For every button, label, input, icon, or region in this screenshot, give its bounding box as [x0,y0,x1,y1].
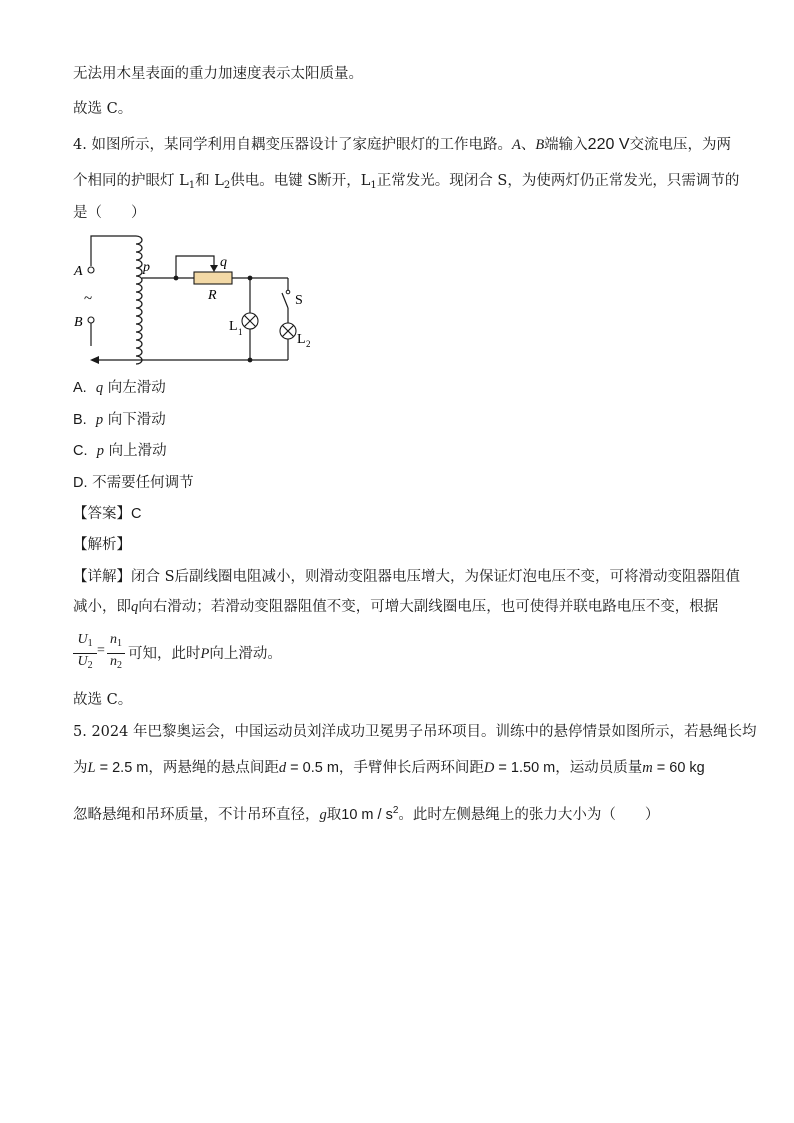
q5-var-dd: D [483,760,495,776]
q4-stem-line-1 [73,135,731,155]
q4-stem-text-b: 端输入 [544,137,588,153]
option-letter: C. [73,443,88,459]
q4-stem-line-3: 是（ ） [73,205,146,221]
formula-u2: $U_2$ [77,654,93,671]
lamp-l1-icon [242,313,258,329]
label-a: A [74,264,83,279]
option-d [73,473,194,493]
analysis-label: 【解析】 [73,537,131,553]
q4-sep: 、 [520,137,536,153]
label-r: R [208,288,217,303]
q4-stem2-c: 供电。电键 S断开，L [230,173,371,189]
wire-a-top [91,236,136,266]
option-text: 不需要任何调节 [92,475,194,491]
q4-stem2-sub1: 1 [188,180,196,191]
label-l1: L [229,319,238,334]
q5-text-f: ，运动员质量 [555,760,643,776]
q5-val-m: = 60 kg [652,760,705,776]
option-letter: B. [73,412,87,428]
option-var: p [96,443,104,459]
q5-sup: 2 [392,805,399,816]
option-var: p [95,412,104,428]
q5-text-3a: 忽略悬绳和吊环质量，不计吊环直径， [73,807,320,823]
q4-var-B: B [535,137,545,153]
prev-line-1: 无法用木星表面的重力加速度表示太阳质量。 [73,66,363,82]
q5-val-dd: = 1.50 m [494,760,556,776]
q5-text-3c: 。此时左侧悬绳上的张力大小为（ ） [398,807,660,823]
q4-var-A: A [511,137,521,153]
option-a [73,378,166,398]
q4-stem2-sub3: 1 [370,180,377,191]
q5-var-d: d [278,760,287,776]
option-letter: D. [73,475,88,491]
label-p: p [143,260,150,275]
q4-conclusion: 故选 C。 [73,692,133,708]
label-q: q [220,255,227,270]
answer-value: C [131,506,142,522]
answer-label: 【答案】 [73,506,131,522]
junction-dot [248,358,253,363]
label-s: S [295,293,303,308]
terminal-a [88,267,94,273]
option-letter: A. [73,380,87,396]
q5-text-a: 为 [73,760,88,776]
junction-dot [248,276,253,281]
q4-stem2-a: 个相同的护眼灯 L [73,173,189,189]
prev-answer-line: 故选 C。 [73,101,133,117]
label-l1-sub: 1 [238,327,243,337]
detail-text-1: 闭合 S后副线圈电阻减小，则滑动变阻器电压增大，为保证灯泡电压不变，可将滑动变阻器阻值 [131,569,741,585]
detail-var-p: P [200,646,210,662]
label-b: B [74,315,83,330]
detail-text-2b: 向右滑动；若滑动变阻器阻值不变，可增大副线圈电压，也可使得并联电路电压不变，根据 [138,599,719,615]
q5-val-d: = 0.5 m [286,760,339,776]
option-text: 向上滑动 [108,443,167,459]
q5-val-g: 10 m / s [341,807,393,823]
detail-line-2 [73,597,718,617]
q5-text-e: ，手臂伸长后两环间距 [338,760,484,776]
formula-u1: $U_1$ [77,632,93,649]
lamp-l2-icon [280,323,296,339]
q4-stem2-d: 正常发光。现闭合 S，为使两灯仍正常发光，只需调节的 [376,173,740,189]
option-text: 向左滑动 [107,380,166,396]
q4-stem2-b: 和 L [195,173,224,189]
q5-var-l: L [87,760,96,776]
q4-stem-text-c: 交流电压，为两 [629,137,731,153]
detail-line-3 [128,644,282,664]
detail-line-1 [73,567,740,587]
formula-n1: $n_1$ [110,632,122,649]
detail-text-2a: 减小，即 [73,599,131,615]
q5-line-2 [73,758,705,778]
label-l2: L [297,332,306,347]
q5-line-1: 5. 2024 年巴黎奥运会，中国运动员刘洋成功卫冕男子吊环项目。训练中的悬停情景如图所示，若悬绳长均 [73,724,757,740]
q4-stem-line-2 [73,171,739,196]
option-c [73,441,167,461]
transformer-coil [136,236,142,364]
answer-line [73,504,141,524]
q5-var-g: g [319,807,327,823]
switch-contact [286,290,290,294]
q4-stem2-sub2: 2 [223,180,231,191]
detail-label: 【详解】 [73,569,131,585]
option-var: q [95,380,104,396]
slider-arrow-head [210,265,218,272]
return-arrow-head [90,356,99,364]
q5-text-c: ，两悬绳的悬点间距 [148,760,279,776]
q5-var-m: m [642,760,653,776]
q4-stem-text-a: 4. 如图所示，某同学利用自耦变压器设计了家庭护眼灯的工作电路。 [73,137,512,153]
ac-symbol: ~ [84,291,93,307]
switch-blade [282,293,288,308]
formula-n2: $n_2$ [110,654,122,671]
formula-eq: = [97,643,105,658]
q5-text-3b: 取 [326,807,342,823]
q4-voltage: 220 V [587,136,630,153]
detail-text-3b: 向上滑动。 [209,646,282,662]
detail-text-3a: 可知，此时 [128,646,201,662]
ratio-formula [73,632,127,676]
rheostat-r [194,272,232,284]
detail-var-q: q [131,599,139,615]
option-b [73,410,166,430]
terminal-b [88,317,94,323]
q5-val-l: = 2.5 m [95,760,149,776]
junction-dot [174,276,179,281]
option-text: 向下滑动 [107,412,166,428]
circuit-diagram [70,228,330,368]
q5-line-3 [73,801,659,825]
label-l2-sub: 2 [306,339,311,349]
